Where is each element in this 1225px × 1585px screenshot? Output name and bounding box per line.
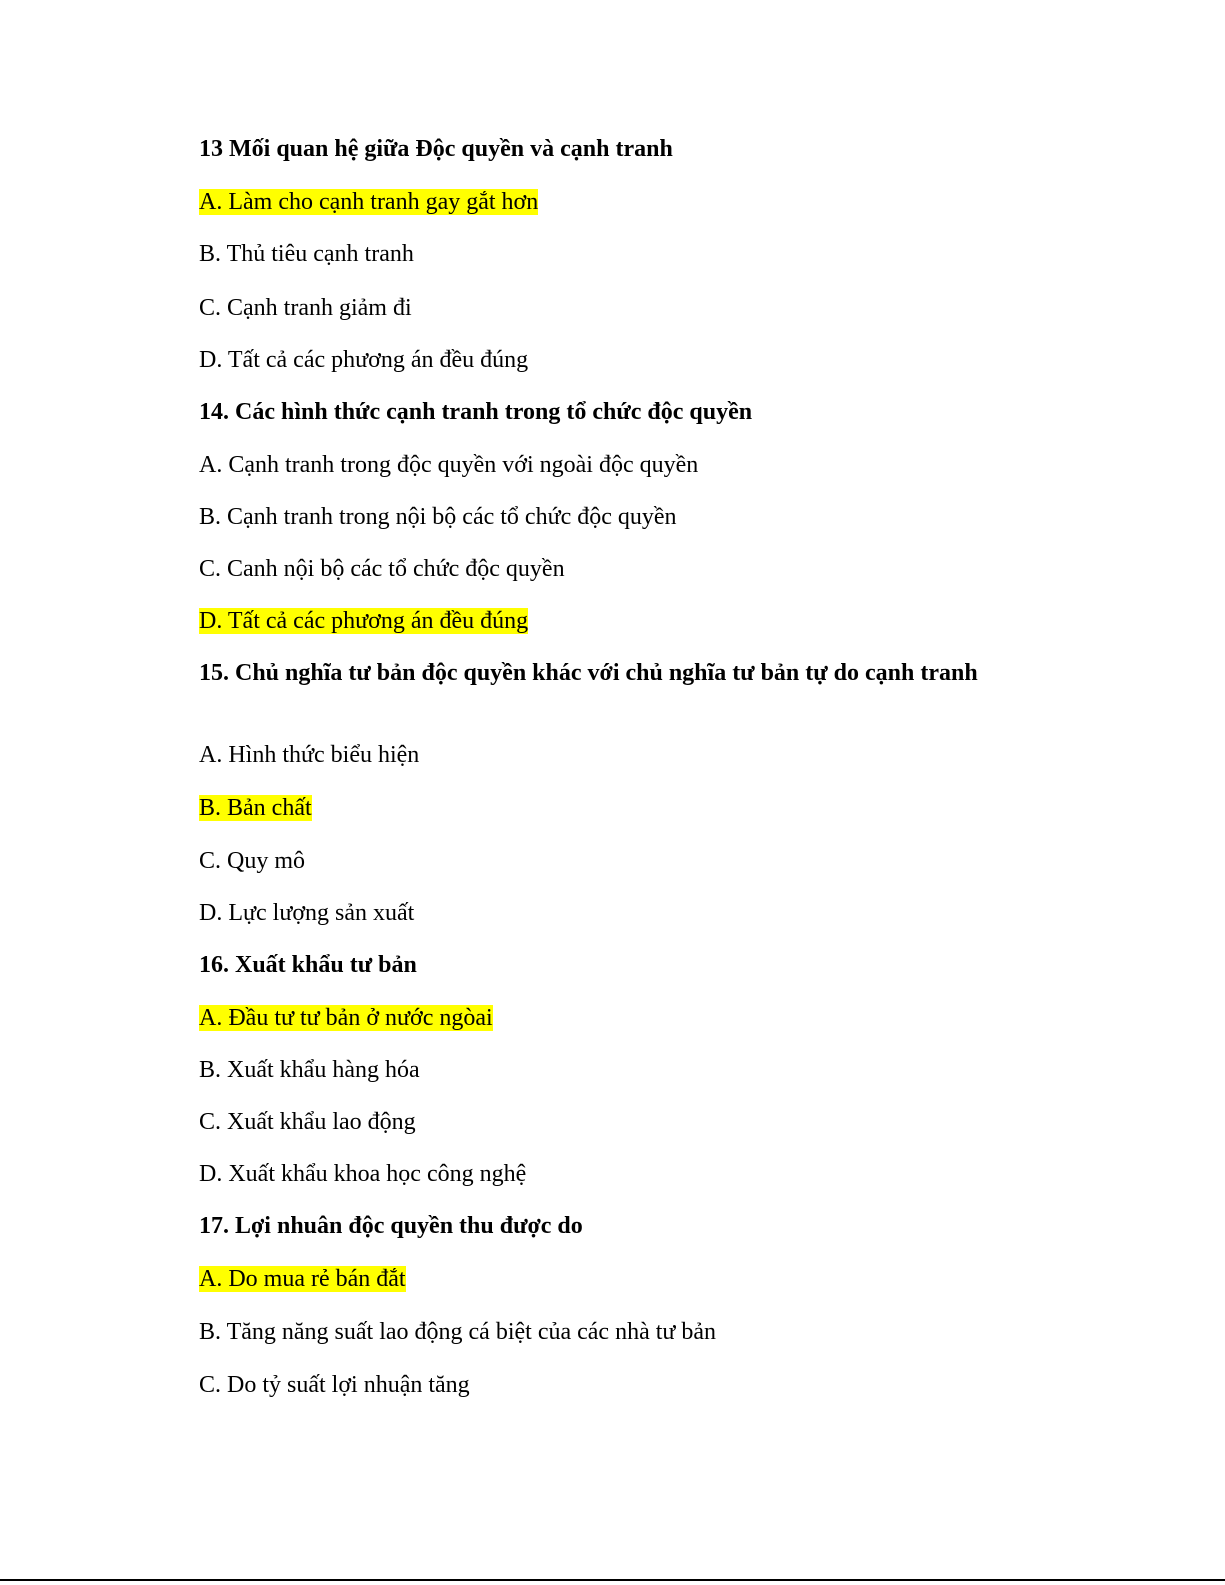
answer-highlight: D. Tất cả các phương án đều đúng [199, 608, 529, 634]
question-16-option-c: C. Xuất khẩu lao động [199, 1109, 416, 1135]
question-17-option-a [199, 1264, 406, 1294]
answer-highlight: A. Do mua rẻ bán đắt [199, 1266, 406, 1292]
question-17-option-c: C. Do tỷ suất lợi nhuận tăng [199, 1372, 470, 1398]
question-15-option-c: C. Quy mô [199, 848, 306, 874]
question-16-option-a [199, 1003, 493, 1033]
answer-highlight: A. Làm cho cạnh tranh gay gắt hơn [199, 189, 539, 215]
question-14-option-d [199, 606, 528, 636]
question-13-option-c: C. Cạnh tranh giảm đi [199, 295, 412, 321]
question-17-option-b: B. Tăng năng suất lao động cá biệt của các nhà tư bản [199, 1319, 717, 1345]
question-13-option-d: D. Tất cả các phương án đều đúng [199, 347, 529, 373]
question-16-option-d: D. Xuất khẩu khoa học công nghệ [199, 1161, 527, 1187]
question-16-option-b: B. Xuất khẩu hàng hóa [199, 1057, 420, 1083]
question-15-option-a: A. Hình thức biểu hiện [199, 742, 420, 768]
answer-highlight: A. Đầu tư tư bản ở nước ngòai [199, 1005, 493, 1031]
question-16-title: 16. Xuất khẩu tư bản [199, 952, 417, 978]
page-bottom-rule [0, 1579, 1225, 1581]
question-15-title: 15. Chủ nghĩa tư bản độc quyền khác với chủ nghĩa tư bản tự do cạnh tranh [199, 660, 978, 686]
answer-highlight: B. Bản chất [199, 795, 312, 821]
question-15-option-b [199, 793, 312, 823]
question-14-option-c: C. Canh nội bộ các tổ chức độc quyền [199, 556, 565, 582]
question-14-option-b: B. Cạnh tranh trong nội bộ các tổ chức độc quyền [199, 504, 677, 530]
question-14-title: 14. Các hình thức cạnh tranh trong tổ chức độc quyền [199, 399, 753, 425]
question-13-option-a [199, 187, 538, 217]
question-14-option-a: A. Cạnh tranh trong độc quyền với ngoài độc quyền [199, 452, 699, 478]
question-15-option-d: D. Lực lượng sản xuất [199, 900, 415, 926]
question-13-option-b: B. Thủ tiêu cạnh tranh [199, 241, 414, 267]
question-17-title: 17. Lợi nhuân độc quyền thu được do [199, 1213, 583, 1239]
question-13-title: 13 Mối quan hệ giữa Độc quyền và cạnh tranh [199, 136, 673, 162]
